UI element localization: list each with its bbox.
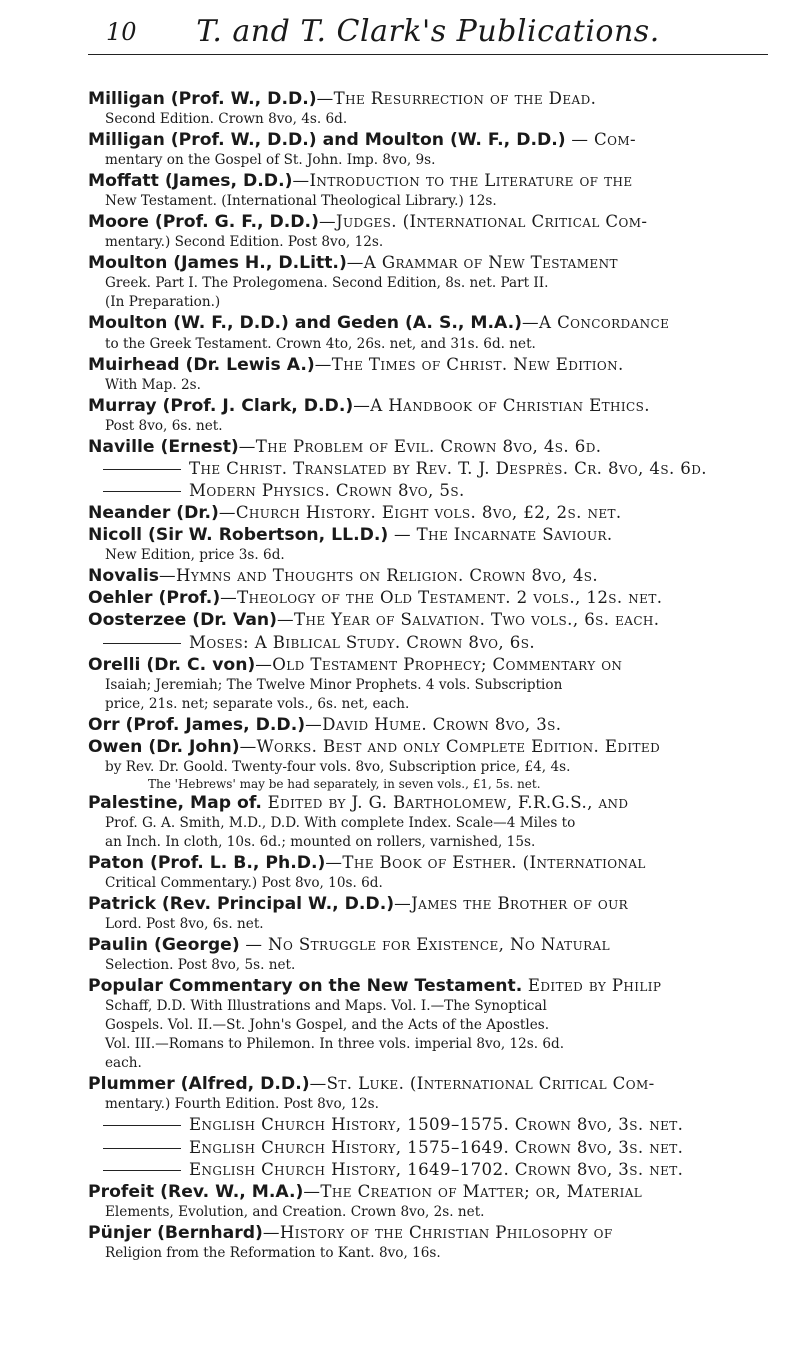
- entry-line: [88, 758, 763, 777]
- entry-line: [88, 436, 763, 458]
- entry-line: [88, 632, 763, 654]
- entry-line: [88, 274, 763, 293]
- entry-details: Schaff, D.D. With Illustrations and Maps. Vol. I.—The Synoptical: [105, 998, 547, 1015]
- catalogue-entry-orelli: [88, 654, 763, 714]
- entry-title: —Theology of the Old Testament. 2 vols., 12s. net.: [220, 588, 663, 608]
- entry-author: Orelli (Dr. C. von): [88, 654, 256, 675]
- catalogue-entries: [88, 88, 763, 1263]
- entry-title: English Church History, 1575–1649. Crown 8vo, 3s. net.: [189, 1137, 684, 1157]
- entry-line: [88, 814, 763, 833]
- entry-line: [88, 129, 763, 151]
- entry-title: The Christ. Translated by Rev. T. J. Desprès. Cr. 8vo, 4s. 6d.: [189, 458, 707, 478]
- entry-line: [88, 110, 763, 129]
- entry-line: [88, 975, 763, 997]
- entry-author: Moffatt (James, D.D.): [88, 171, 293, 192]
- entry-line: [88, 151, 763, 170]
- catalogue-entry-novalis: [88, 565, 763, 587]
- entry-title: — The Incarnate Saviour.: [388, 525, 613, 545]
- entry-details: to the Greek Testament. Crown 4to, 26s. net, and 31s. 6d. net.: [105, 335, 536, 352]
- entry-line: [88, 915, 763, 934]
- entry-title: —The Year of Salvation. Two vols., 6s. each.: [277, 610, 660, 630]
- entry-author: Oosterzee (Dr. Van): [88, 610, 278, 631]
- entry-details: mentary on the Gospel of St. John. Imp. 8vo, 9s.: [105, 152, 436, 169]
- entry-details: mentary.) Fourth Edition. Post 8vo, 12s.: [105, 1096, 379, 1113]
- catalogue-entry-paton: [88, 852, 763, 893]
- catalogue-entry-palestine-map: [88, 792, 763, 852]
- entry-details: With Map. 2s.: [105, 376, 201, 393]
- entry-line: [88, 395, 763, 417]
- entry-line: [88, 654, 763, 676]
- entry-line: [88, 233, 763, 252]
- entry-author: Paton (Prof. L. B., Ph.D.): [88, 852, 326, 873]
- entry-author: Moore (Prof. G. F., D.D.): [88, 212, 319, 233]
- entry-line: [88, 252, 763, 274]
- catalogue-entry-naville-physics: [88, 480, 763, 502]
- entry-details: Prof. G. A. Smith, M.D., D.D. With complete Index. Scale—4 Miles to: [105, 814, 576, 831]
- entry-author: Neander (Dr.): [88, 503, 219, 524]
- entry-line: [88, 852, 763, 874]
- entry-line: [88, 376, 763, 395]
- entry-details: The 'Hebrews' may be had separately, in seven vols., £1, 5s. net.: [148, 776, 541, 791]
- entry-line: [88, 695, 763, 714]
- entry-line: [88, 1137, 763, 1159]
- entry-title: —Old Testament Prophecy; Commentary on: [255, 654, 623, 674]
- entry-line: [88, 565, 763, 587]
- entry-details: Second Edition. Crown 8vo, 4s. 6d.: [105, 111, 348, 128]
- entry-line: [88, 1073, 763, 1095]
- entry-details: Vol. III.—Romans to Philemon. In three vols. imperial 8vo, 12s. 6d.: [105, 1036, 565, 1053]
- catalogue-entry-plummer-history-2: [88, 1137, 763, 1159]
- entry-author: Patrick (Rev. Principal W., D.D.): [88, 894, 395, 915]
- entry-title: Modern Physics. Crown 8vo, 5s.: [189, 480, 465, 500]
- catalogue-entry-oehler: [88, 587, 763, 609]
- ditto-dash: [103, 1148, 181, 1149]
- entry-details: price, 21s. net; separate vols., 6s. net, each.: [105, 695, 410, 712]
- page-header: [88, 8, 768, 55]
- entry-line: [88, 458, 763, 480]
- entry-line: [88, 874, 763, 893]
- entry-title: —Works. Best and only Complete Edition. Edited: [239, 736, 661, 756]
- entry-line: [88, 587, 763, 609]
- catalogue-entry-profeit: [88, 1181, 763, 1222]
- entry-line: [88, 934, 763, 956]
- catalogue-entry-milligan-moulton-commentary: [88, 129, 763, 170]
- entry-details: Gospels. Vol. II.—St. John's Gospel, and the Acts of the Apostles.: [105, 1017, 550, 1034]
- entry-line: [88, 1114, 763, 1136]
- catalogue-entry-plummer-luke: [88, 1073, 763, 1114]
- entry-title: Moses: A Biblical Study. Crown 8vo, 6s.: [189, 632, 536, 652]
- entry-details: New Edition, price 3s. 6d.: [105, 547, 285, 564]
- entry-title: —Hymns and Thoughts on Religion. Crown 8vo, 4s.: [159, 566, 599, 586]
- entry-line: [88, 893, 763, 915]
- entry-title: —Introduction to the Literature of the: [292, 171, 633, 191]
- entry-line: [88, 1016, 763, 1035]
- catalogue-entry-oosterzee-moses: [88, 632, 763, 654]
- entry-line: [88, 293, 763, 312]
- entry-title: English Church History, 1509–1575. Crown 8vo, 3s. net.: [189, 1115, 684, 1135]
- entry-author: Milligan (Prof. W., D.D.) and Moulton (W. F., D.D.): [88, 130, 566, 151]
- entry-details: Isaiah; Jeremiah; The Twelve Minor Prophets. 4 vols. Subscription: [105, 676, 563, 693]
- entry-author: Milligan (Prof. W., D.D.): [88, 89, 317, 109]
- entry-line: [88, 956, 763, 975]
- entry-author: Pünjer (Bernhard): [88, 1222, 263, 1243]
- entry-title: —History of the Christian Philosophy of: [262, 1222, 613, 1242]
- entry-line: [88, 1159, 763, 1181]
- entry-details: Critical Commentary.) Post 8vo, 10s. 6d.: [105, 875, 383, 892]
- entry-line: [88, 170, 763, 192]
- catalogue-entry-naville-christ: [88, 458, 763, 480]
- catalogue-entry-plummer-history-1: [88, 1114, 763, 1136]
- entry-author: Moulton (W. F., D.D.) and Geden (A. S., M.A.): [88, 313, 523, 334]
- entry-line: [88, 546, 763, 565]
- entry-author: Novalis: [88, 566, 160, 587]
- entry-author: Nicoll (Sir W. Robertson, LL.D.): [88, 525, 389, 546]
- entry-title: —The Creation of Matter; or, Material: [303, 1181, 643, 1201]
- entry-line: [88, 777, 763, 792]
- entry-title: —The Book of Esther. (International: [325, 852, 646, 872]
- entry-title: —James the Brother of our: [394, 894, 629, 914]
- entry-author: Oehler (Prof.): [88, 588, 221, 609]
- catalogue-entry-naville-evil: [88, 436, 763, 458]
- entry-author: Orr (Prof. James, D.D.): [88, 714, 306, 735]
- entry-line: [88, 1203, 763, 1222]
- entry-author: Paulin (George): [88, 935, 240, 956]
- entry-details: by Rev. Dr. Goold. Twenty-four vols. 8vo, Subscription price, £4, 4s.: [105, 758, 571, 775]
- entry-line: [88, 792, 763, 814]
- entry-title: English Church History, 1649–1702. Crown 8vo, 3s. net.: [189, 1159, 684, 1179]
- entry-details: an Inch. In cloth, 10s. 6d.; mounted on rollers, varnished, 15s.: [105, 833, 536, 850]
- entry-title: Edited by J. G. Bartholomew, F.R.G.S., and: [261, 792, 629, 812]
- entry-line: [88, 417, 763, 436]
- entry-line: [88, 502, 763, 524]
- catalogue-entry-moulton-grammar: [88, 252, 763, 312]
- entry-author: Murray (Prof. J. Clark, D.D.): [88, 395, 354, 416]
- entry-line: [88, 524, 763, 546]
- entry-details: Selection. Post 8vo, 5s. net.: [105, 957, 296, 974]
- catalogue-entry-murray: [88, 395, 763, 436]
- entry-author: Muirhead (Dr. Lewis A.): [88, 354, 315, 375]
- entry-details: (In Preparation.): [105, 294, 221, 311]
- catalogue-entry-moore-judges: [88, 211, 763, 252]
- entry-details: each.: [105, 1055, 142, 1072]
- catalogue-entry-nicoll: [88, 524, 763, 565]
- entry-author: Profeit (Rev. W., M.A.): [88, 1181, 304, 1202]
- entry-title: —A Grammar of New Testament: [346, 253, 618, 273]
- entry-details: Greek. Part I. The Prolegomena. Second Edition, 8s. net. Part II.: [105, 275, 549, 292]
- catalogue-entry-paulin: [88, 934, 763, 975]
- ditto-dash: [103, 491, 181, 492]
- entry-author: Naville (Ernest): [88, 436, 239, 457]
- catalogue-entry-owen: [88, 736, 763, 792]
- running-title: T. and T. Clark's Publications.: [196, 14, 660, 49]
- entry-line: [88, 736, 763, 758]
- entry-line: [88, 1222, 763, 1244]
- entry-title: —Judges. (International Critical Com-: [318, 212, 648, 232]
- entry-author: Palestine, Map of.: [88, 792, 262, 813]
- catalogue-entry-orr: [88, 714, 763, 736]
- entry-line: [88, 354, 763, 376]
- entry-line: [88, 192, 763, 211]
- entry-details: Lord. Post 8vo, 6s. net.: [105, 916, 264, 933]
- entry-line: [88, 609, 763, 631]
- entry-line: [88, 1095, 763, 1114]
- catalogue-entry-milligan-resurrection: [88, 88, 763, 129]
- catalogue-entry-plummer-history-3: [88, 1159, 763, 1181]
- entry-details: mentary.) Second Edition. Post 8vo, 12s.: [105, 234, 384, 251]
- catalogue-entry-moulton-geden: [88, 312, 763, 353]
- entry-line: [88, 997, 763, 1016]
- entry-details: Post 8vo, 6s. net.: [105, 417, 223, 434]
- entry-details: New Testament. (International Theological Library.) 12s.: [105, 193, 497, 210]
- entry-details: Elements, Evolution, and Creation. Crown 8vo, 2s. net.: [105, 1203, 485, 1220]
- entry-line: [88, 480, 763, 502]
- entry-author: Popular Commentary on the New Testament.: [88, 976, 523, 997]
- entry-line: [88, 1181, 763, 1203]
- entry-title: —St. Luke. (International Critical Com-: [309, 1074, 655, 1094]
- ditto-dash: [103, 1170, 181, 1171]
- entry-title: —David Hume. Crown 8vo, 3s.: [305, 714, 562, 734]
- catalogue-entry-muirhead: [88, 354, 763, 395]
- entry-line: [88, 1035, 763, 1054]
- entry-line: [88, 312, 763, 334]
- entry-line: [88, 676, 763, 695]
- entry-title: — No Struggle for Existence, No Natural: [239, 935, 610, 955]
- catalogue-entry-moffatt: [88, 170, 763, 211]
- entry-line: [88, 211, 763, 233]
- entry-title: —The Resurrection of the Dead.: [316, 89, 597, 108]
- catalogue-entry-punjer: [88, 1222, 763, 1263]
- entry-title: —The Problem of Evil. Crown 8vo, 4s. 6d.: [238, 436, 602, 456]
- entry-author: Owen (Dr. John): [88, 736, 240, 757]
- catalogue-entry-oosterzee-salvation: [88, 609, 763, 631]
- entry-line: [88, 1054, 763, 1073]
- entry-details: Religion from the Reformation to Kant. 8vo, 16s.: [105, 1244, 441, 1261]
- entry-title: —A Handbook of Christian Ethics.: [353, 395, 650, 415]
- catalogue-entry-popular-commentary: [88, 975, 763, 1073]
- ditto-dash: [103, 469, 181, 470]
- entry-title: — Com-: [565, 130, 637, 150]
- entry-author: Plummer (Alfred, D.D.): [88, 1074, 310, 1095]
- entry-line: [88, 714, 763, 736]
- entry-author: Moulton (James H., D.Litt.): [88, 253, 347, 274]
- page-number: 10: [106, 18, 137, 46]
- catalogue-entry-neander: [88, 502, 763, 524]
- entry-line: [88, 335, 763, 354]
- entry-title: —The Times of Christ. New Edition.: [314, 354, 624, 374]
- entry-line: [88, 833, 763, 852]
- entry-title: —Church History. Eight vols. 8vo, £2, 2s. net.: [218, 503, 622, 523]
- entry-line: [88, 88, 763, 110]
- catalogue-entry-patrick: [88, 893, 763, 934]
- ditto-dash: [103, 643, 181, 644]
- entry-title: —A Concordance: [522, 313, 670, 333]
- ditto-dash: [103, 1125, 181, 1126]
- entry-title: Edited by Philip: [522, 976, 662, 996]
- entry-line: [88, 1244, 763, 1263]
